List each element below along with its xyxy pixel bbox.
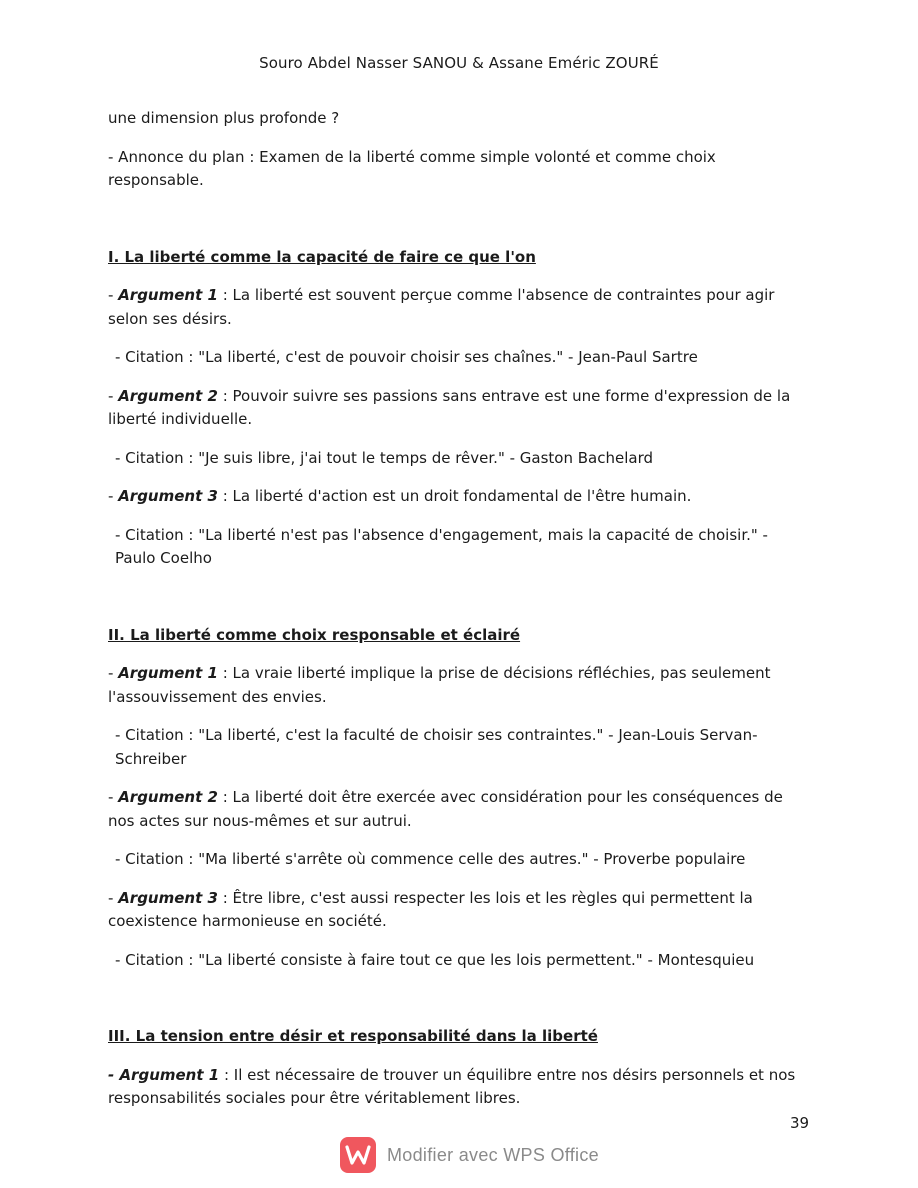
argument-label: Argument 3: [118, 888, 218, 907]
argument-paragraph: [108, 887, 808, 934]
argument-text: : La liberté d'action est un droit fondamental de l'être humain.: [217, 487, 692, 505]
wps-office-icon[interactable]: [340, 1137, 376, 1173]
argument-text: : Être libre, c'est aussi respecter les lois et les règles qui permettent la coexistence harmonieuse en société.: [108, 888, 753, 930]
plan-announcement: - Annonce du plan : Examen de la liberté comme simple volonté et comme choix responsable.: [108, 147, 716, 189]
argument-paragraph: [108, 385, 808, 432]
argument-label: Argument 2: [118, 788, 218, 806]
argument-paragraph: [108, 786, 808, 833]
citation: - Citation : "La liberté n'est pas l'absence d'engagement, mais la capacité de choisir." - Paulo Coelho: [115, 525, 768, 567]
argument-prefix: -: [108, 788, 119, 806]
argument-label: - Argument 1: [108, 1065, 220, 1084]
citation: - Citation : "La liberté, c'est de pouvoir choisir ses chaînes." - Jean-Paul Sartre: [115, 348, 698, 366]
citation: - Citation : "Je suis libre, j'ai tout le temps de rêver." - Gaston Bachelard: [115, 448, 654, 467]
argument-text: : La liberté est souvent perçue comme l'absence de contraintes pour agir selon ses désirs.: [108, 286, 775, 328]
argument-label: Argument 2: [118, 386, 218, 405]
argument-text: : Pouvoir suivre ses passions sans entrave est une forme d'expression de la liberté individuelle.: [108, 386, 791, 428]
section-heading: II. La liberté comme choix responsable et éclairé: [108, 625, 521, 644]
citation: - Citation : "La liberté consiste à faire tout ce que les lois permettent." - Montesquieu: [115, 950, 755, 969]
argument-paragraph: [108, 662, 808, 709]
page-number: 39: [790, 1114, 810, 1132]
argument-label: Argument 1: [118, 664, 218, 682]
argument-text: : La vraie liberté implique la prise de décisions réfléchies, pas seulement l'assouvissement des envies.: [108, 664, 771, 706]
citation: - Citation : "La liberté, c'est la faculté de choisir ses contraintes." - Jean-Louis Servan-Schreiber: [115, 726, 758, 768]
argument-prefix: -: [108, 888, 119, 907]
wps-edit-banner[interactable]: [340, 1137, 599, 1173]
argument-paragraph: [108, 284, 808, 331]
argument-prefix: -: [108, 286, 119, 304]
argument-text: : La liberté doit être exercée avec considération pour les conséquences de nos actes sur nous-mêmes et sur autrui.: [108, 788, 783, 830]
argument-text: : Il est nécessaire de trouver un équilibre entre nos désirs personnels et nos responsabilités sociales pour être véritablement libres.: [108, 1065, 796, 1107]
citation: - Citation : "Ma liberté s'arrête où commence celle des autres." - Proverbe populaire: [115, 850, 746, 868]
argument-paragraph: [108, 1064, 808, 1111]
section-heading: I. La liberté comme la capacité de faire ce que l'on: [108, 247, 536, 266]
argument-prefix: -: [108, 664, 119, 682]
page-header: Souro Abdel Nasser SANOU & Assane Eméric ZOURÉ: [259, 54, 659, 72]
wps-edit-link[interactable]: Modifier avec WPS Office: [387, 1144, 599, 1165]
argument-prefix: -: [108, 386, 119, 405]
intro-line: une dimension plus profonde ?: [108, 109, 340, 127]
argument-prefix: -: [108, 487, 119, 505]
argument-label: Argument 3: [118, 487, 218, 505]
page-content: [108, 107, 808, 1126]
argument-label: Argument 1: [118, 286, 218, 304]
wps-w-glyph-icon: [345, 1144, 371, 1166]
section-heading: III. La tension entre désir et responsabilité dans la liberté: [108, 1027, 598, 1045]
argument-paragraph: [108, 485, 808, 509]
